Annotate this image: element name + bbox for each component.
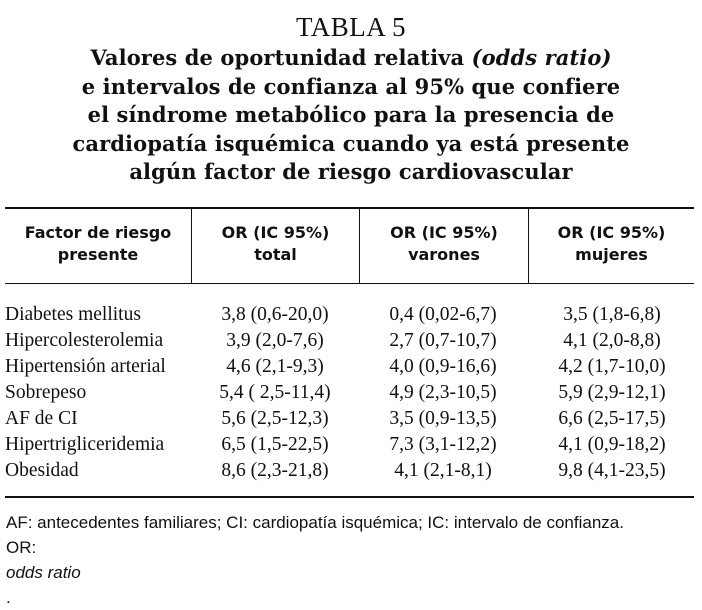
table-row <box>5 328 694 354</box>
cell-factor: Diabetes mellitus <box>5 304 141 325</box>
cell-or-mujeres: 4,1 (0,9-18,2) <box>558 434 666 455</box>
column-header-varones <box>360 222 528 266</box>
cell-or-mujeres: 3,5 (1,8-6,8) <box>563 304 661 325</box>
caption-line-1-text: Valores de oportunidad relativa <box>90 45 472 70</box>
column-header-factor <box>5 222 191 266</box>
cell-or-varones: 4,0 (0,9-16,6) <box>389 356 497 377</box>
caption-line-1-italic: (odds ratio) <box>471 45 612 70</box>
cell-or-varones: 4,9 (2,3-10,5) <box>389 382 497 403</box>
table-bottom-rule <box>5 496 694 498</box>
cell-factor: Hipertrigliceridemia <box>5 434 165 455</box>
table-label: TABLA 5 <box>295 12 407 42</box>
footnote-line-2-italic: odds ratio <box>6 563 81 582</box>
cell-or-mujeres: 5,9 (2,9-12,1) <box>558 382 666 403</box>
cell-factor: Hipercolesterolemia <box>5 330 164 351</box>
table-row <box>5 432 694 458</box>
table-row <box>5 380 694 406</box>
cell-factor: Sobrepeso <box>5 382 87 403</box>
column-header-line: presente <box>57 245 139 264</box>
column-header-line: mujeres <box>575 245 648 264</box>
footnote-line-2 <box>6 535 698 610</box>
caption-line-5: algún factor de riesgo cardiovascular <box>129 159 573 184</box>
cell-or-total: 4,6 (2,1-9,3) <box>226 356 324 377</box>
footnote-line-2-end: . <box>6 588 11 607</box>
column-header-line: Factor de riesgo <box>24 223 172 242</box>
table-row <box>5 354 694 380</box>
header-bottom-rule <box>5 283 694 284</box>
cell-or-total: 6,5 (1,5-22,5) <box>221 434 329 455</box>
cell-or-varones: 4,1 (2,1-8,1) <box>394 460 492 481</box>
table-row <box>5 406 694 432</box>
caption-line-3: el síndrome metabólico para la presencia de <box>87 102 615 127</box>
column-header-line: varones <box>408 245 480 264</box>
column-header-mujeres <box>529 222 694 266</box>
cell-or-varones: 2,7 (0,7-10,7) <box>389 330 497 351</box>
cell-or-total: 5,4 ( 2,5-11,4) <box>219 382 331 403</box>
cell-or-mujeres: 9,8 (4,1-23,5) <box>558 460 666 481</box>
column-header-line: total <box>254 245 297 264</box>
table-top-rule <box>5 207 694 209</box>
column-header-line: OR (IC 95%) <box>390 223 498 242</box>
table-row <box>5 302 694 328</box>
table-footnote <box>6 510 698 610</box>
cell-or-total: 3,9 (2,0-7,6) <box>226 330 324 351</box>
caption-line-4: cardiopatía isquémica cuando ya está presente <box>72 130 630 156</box>
cell-or-mujeres: 6,6 (2,5-17,5) <box>558 408 666 429</box>
cell-factor: Obesidad <box>5 460 79 481</box>
cell-or-varones: 0,4 (0,02-6,7) <box>389 304 497 325</box>
column-header-total <box>192 222 359 266</box>
cell-factor: Hipertensión arterial <box>5 356 166 377</box>
footnote-line-2-text: OR: <box>6 538 37 557</box>
caption-line-1 <box>0 44 702 73</box>
cell-or-mujeres: 4,2 (1,7-10,0) <box>558 356 666 377</box>
table-caption <box>0 44 702 187</box>
cell-or-total: 5,6 (2,5-12,3) <box>221 408 329 429</box>
cell-or-mujeres: 4,1 (2,0-8,8) <box>563 330 661 351</box>
cell-or-varones: 3,5 (0,9-13,5) <box>389 408 497 429</box>
column-header-line: OR (IC 95%) <box>557 223 666 242</box>
table-row <box>5 458 694 484</box>
cell-or-varones: 7,3 (3,1-12,2) <box>389 434 497 455</box>
column-header-line: OR (IC 95%) <box>221 223 330 242</box>
cell-or-total: 3,8 (0,6-20,0) <box>221 304 329 325</box>
footnote-line-1: AF: antecedentes familiares; CI: cardiopatía isquémica; IC: intervalo de confianza. <box>6 513 624 532</box>
cell-factor: AF de CI <box>5 408 78 429</box>
caption-line-2: e intervalos de confianza al 95% que confiere <box>81 73 621 99</box>
cell-or-total: 8,6 (2,3-21,8) <box>221 460 329 481</box>
